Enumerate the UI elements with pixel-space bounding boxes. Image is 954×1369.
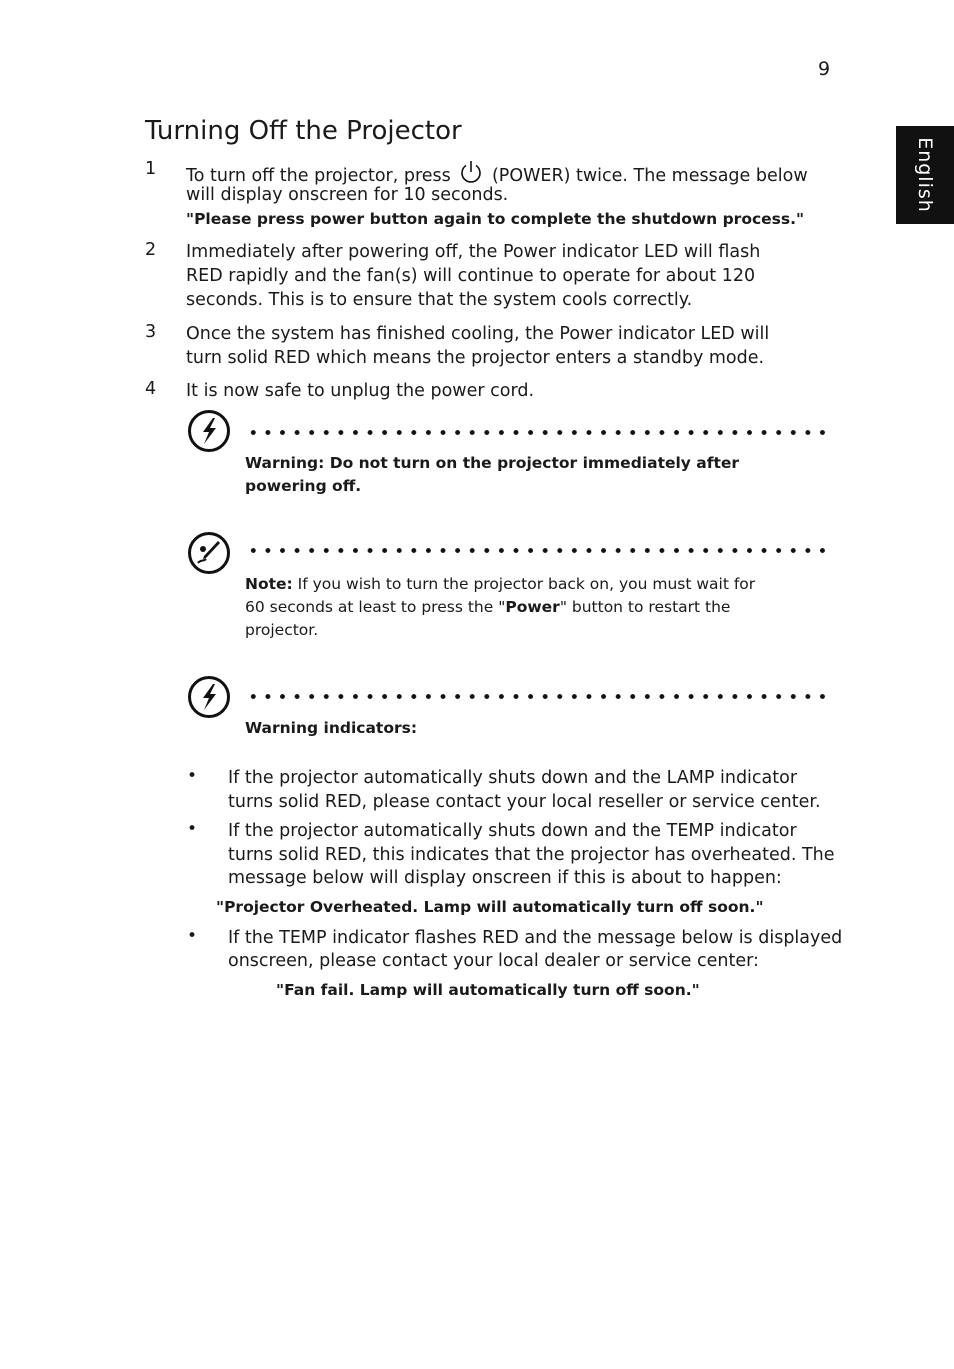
- bullet: •: [187, 766, 198, 786]
- note-line-1: [245, 573, 755, 596]
- note-label: Note:: [245, 575, 293, 593]
- bullet-3-line-2: onscreen, please contact your local dealer or service center:: [228, 951, 759, 971]
- bullet-3-line-1: [228, 926, 842, 950]
- note-text: " button to restart the: [559, 598, 731, 616]
- bullet: •: [187, 926, 198, 946]
- bullet-text: If the: [228, 928, 280, 948]
- step-1-line-2: will display onscreen for 10 seconds.: [186, 185, 509, 205]
- language-tab: [896, 126, 954, 224]
- bullet-text: indicator flashes RED and the message below is displayed: [326, 928, 843, 948]
- page-number: 9: [818, 58, 831, 80]
- bullet-text: indicator: [714, 821, 797, 841]
- bullet-text: indicator: [714, 768, 798, 788]
- shutdown-message: "Please press power button again to complete the shutdown process.": [186, 210, 805, 228]
- bullet: •: [187, 819, 198, 839]
- page-title: Turning Off the Projector: [145, 116, 462, 146]
- temp-keyword: TEMP: [666, 821, 715, 841]
- bullet-text: If the projector automatically shuts down and the: [228, 768, 667, 788]
- bullet-1-line-1: [228, 766, 797, 790]
- step-3-line-1: Once the system has finished cooling, the Power indicator LED will: [186, 324, 770, 344]
- bullet-text: If the projector automatically shuts down and the: [228, 821, 667, 841]
- bullet-2-line-1: [228, 819, 797, 843]
- power-keyword: Power: [505, 598, 560, 616]
- warning-lightning-icon: [188, 676, 230, 718]
- warning-lightning-icon: [188, 410, 230, 452]
- note-text: 60 seconds at least to press the ": [245, 598, 506, 616]
- fan-fail-message: "Fan fail. Lamp will automatically turn off soon.": [276, 981, 700, 999]
- step-number: 2: [145, 240, 157, 260]
- step-2-line-3: seconds. This is to ensure that the system cools correctly.: [186, 290, 693, 310]
- dotted-divider: [246, 548, 832, 553]
- warning-indicators-label: Warning indicators:: [245, 719, 418, 737]
- note-line-2: [245, 596, 730, 619]
- warning-text-line-1: Warning: Do not turn on the projector immediately after: [245, 454, 740, 472]
- note-line-3: projector.: [245, 621, 319, 639]
- step-4-line-1: It is now safe to unplug the power cord.: [186, 381, 535, 401]
- language-tab-label: English: [914, 137, 936, 213]
- step-number: 1: [145, 159, 157, 179]
- warning-text-line-2: powering off.: [245, 477, 362, 495]
- step-1-text: To turn off the projector, press: [186, 166, 451, 186]
- lamp-keyword: LAMP: [666, 768, 715, 788]
- bullet-2-line-2: turns solid RED, this indicates that the projector has overheated. The: [228, 845, 835, 865]
- bullet-1-line-2: turns solid RED, please contact your local reseller or service center.: [228, 792, 821, 812]
- note-text: If you wish to turn the projector back on, you must wait for: [292, 575, 756, 593]
- dotted-divider: [246, 430, 832, 435]
- step-2-line-1: Immediately after powering off, the Power indicator LED will flash: [186, 242, 761, 262]
- temp-keyword: TEMP: [279, 928, 327, 948]
- step-number: 4: [145, 379, 157, 399]
- step-1-text-after-icon: (POWER) twice. The message below: [491, 166, 808, 186]
- step-number: 3: [145, 322, 157, 342]
- note-pen-icon: [188, 532, 230, 574]
- overheat-message: "Projector Overheated. Lamp will automatically turn off soon.": [216, 898, 764, 916]
- dotted-divider: [246, 694, 832, 699]
- step-3-line-2: turn solid RED which means the projector enters a standby mode.: [186, 348, 765, 368]
- bullet-2-line-3: message below will display onscreen if this is about to happen:: [228, 868, 782, 888]
- step-2-line-2: RED rapidly and the fan(s) will continue to operate for about 120: [186, 266, 756, 286]
